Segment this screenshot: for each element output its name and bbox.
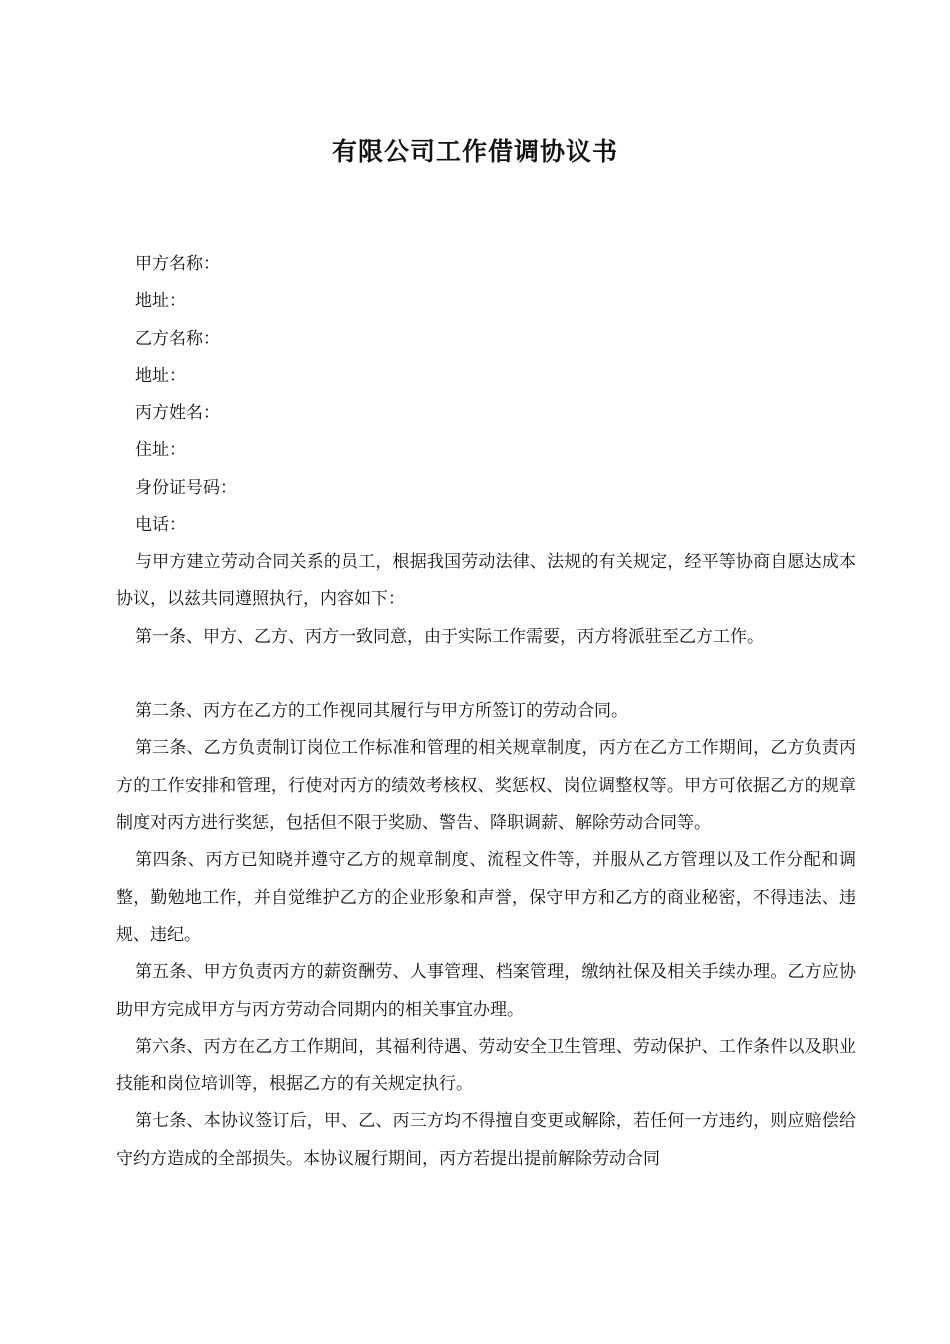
article-3: 第三条、乙方负责制订岗位工作标准和管理的相关规章制度，丙方在乙方工作期间，乙方负责丙方的工作安排和管理，行使对丙方的绩效考核权、奖惩权、岗位调整权等。甲方可依据乙方的规章制度对丙方进行奖惩，包括但不限于奖励、警告、降职调薪、解除劳动合同等。 xyxy=(116,738,856,834)
party-c-phone-field: 电话： xyxy=(135,515,186,536)
party-a-name-field: 甲方名称： xyxy=(135,254,220,274)
intro-paragraph: 与甲方建立劳动合同关系的员工，根据我国劳动法律、法规的有关规定，经平等协商自愿达成本协议，以兹共同遵照执行，内容如下： xyxy=(116,552,856,610)
party-c-residence-field: 住址： xyxy=(135,440,186,461)
article-2: 第二条、丙方在乙方的工作视同其履行与甲方所签订的劳动合同。 xyxy=(135,701,628,722)
party-a-address-field: 地址： xyxy=(135,291,186,312)
agreement-body xyxy=(116,544,856,1178)
article-5: 第五条、甲方负责丙方的薪资酬劳、人事管理、档案管理，缴纳社保及相关手续办理。乙方应协助甲方完成甲方与丙方劳动合同期内的相关事宜办理。 xyxy=(116,962,856,1020)
party-c-name-field: 丙方姓名： xyxy=(135,403,220,424)
party-b-name-field: 乙方名称： xyxy=(135,328,220,349)
article-4: 第四条、丙方已知晓并遵守乙方的规章制度、流程文件等，并服从乙方管理以及工作分配和调整，勤勉地工作，并自觉维护乙方的企业形象和声誉，保守甲方和乙方的商业秘密，不得违法、违规、违纪。 xyxy=(116,850,856,945)
document-title: 有限公司工作借调协议书 xyxy=(331,137,618,166)
party-c-id-number-field: 身份证号码： xyxy=(135,477,237,498)
party-b-address-field: 地址： xyxy=(135,365,186,386)
article-7: 第七条、本协议签订后，甲、乙、丙三方均不得擅自变更或解除，若任何一方违约，则应赔偿给守约方造成的全部损失。本协议履行期间，丙方若提出提前解除劳动合同 xyxy=(116,1111,856,1169)
party-info-list xyxy=(135,246,237,544)
article-6: 第六条、丙方在乙方工作期间，其福利待遇、劳动安全卫生管理、劳动保护、工作条件以及职业技能和岗位培训等，根据乙方的有关规定执行。 xyxy=(116,1036,856,1095)
article-1: 第一条、甲方、乙方、丙方一致同意，由于实际工作需要，丙方将派驻至乙方工作。 xyxy=(135,626,764,647)
